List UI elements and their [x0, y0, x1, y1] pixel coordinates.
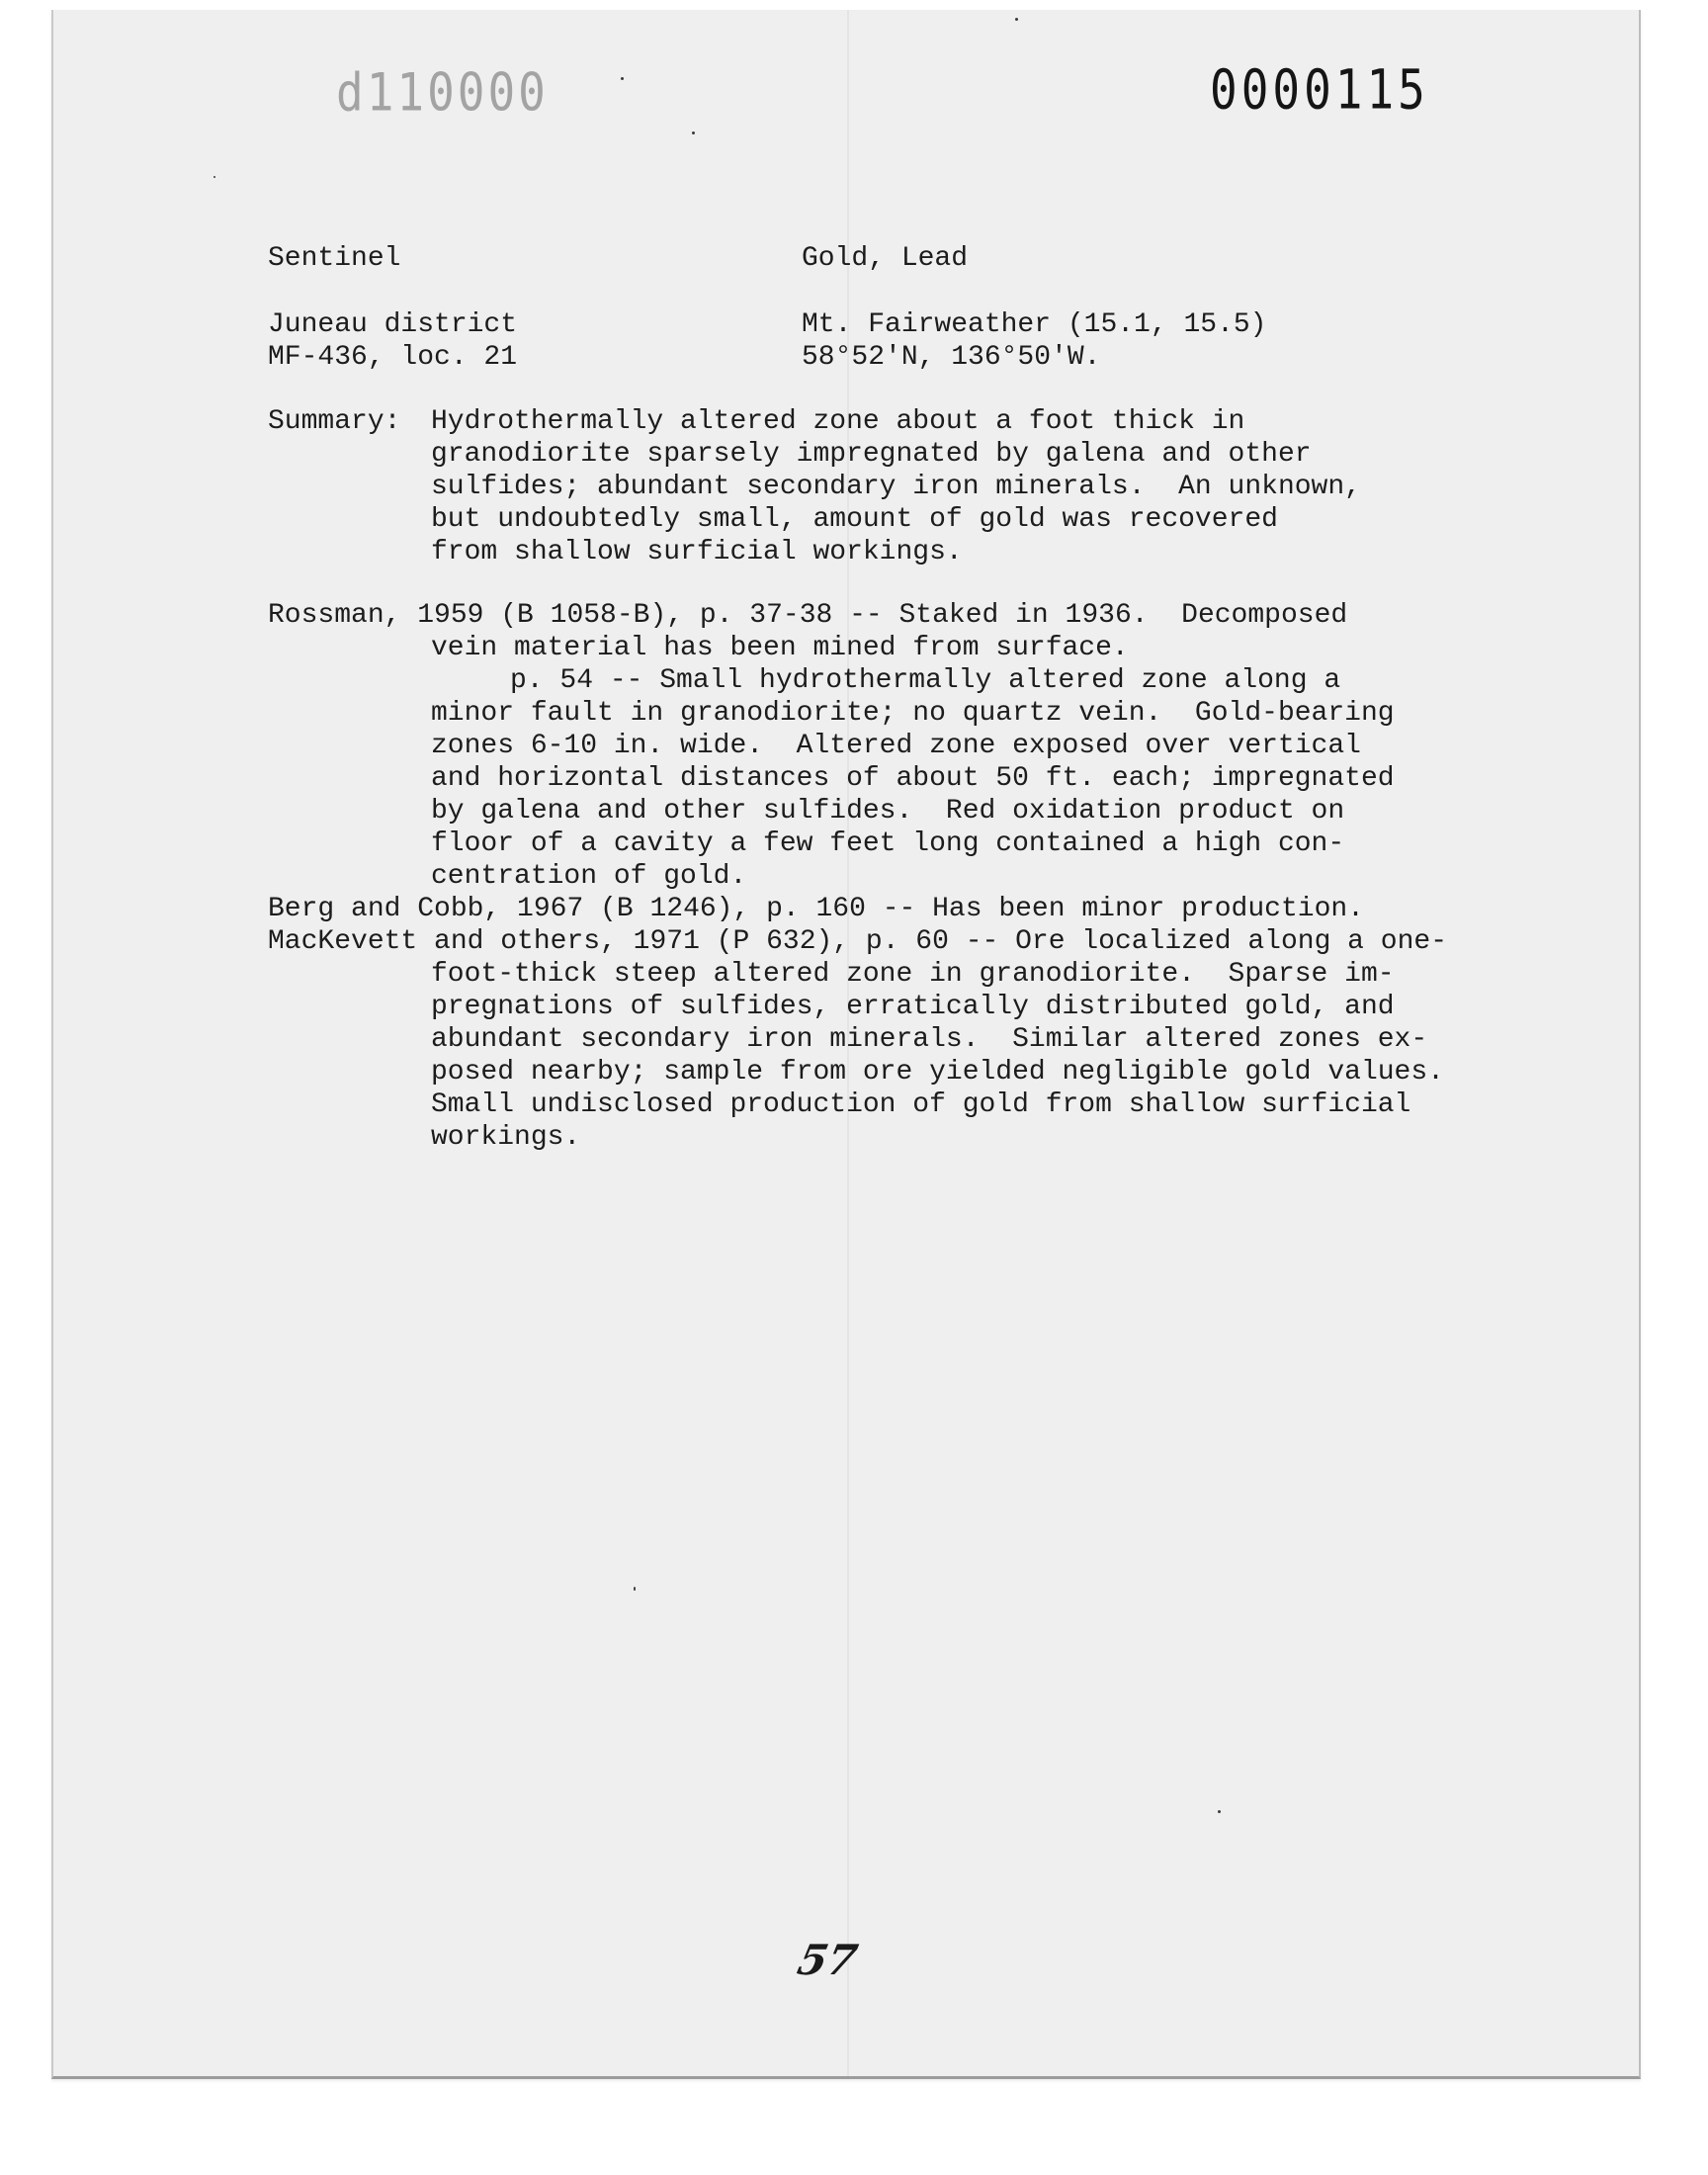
reference-mackevett-line: workings. — [431, 1122, 581, 1153]
reference-rossman-p54-line: floor of a cavity a few feet long contained a high con- — [431, 828, 1345, 859]
map-reference: MF-436, loc. 21 — [268, 342, 518, 373]
summary-line: sulfides; abundant secondary iron minerals. An unknown, — [431, 472, 1361, 502]
reference-mackevett-line: foot-thick steep altered zone in granodiorite. Sparse im- — [431, 959, 1395, 990]
scan-speck — [1218, 1810, 1221, 1813]
scan-speck — [621, 77, 624, 80]
reference-mackevett-line: posed nearby; sample from ore yielded negligible gold values. — [431, 1057, 1444, 1088]
scan-speck — [692, 131, 695, 134]
handwritten-page-number: 57 — [793, 1936, 862, 1984]
reference-rossman-continuation: vein material has been mined from surface. — [431, 633, 1129, 663]
district: Juneau district — [268, 309, 518, 340]
summary-line: Hydrothermally altered zone about a foot thick in — [431, 406, 1245, 437]
scan-speck — [1015, 18, 1018, 21]
reference-mackevett-line: abundant secondary iron minerals. Similar altered zones ex- — [431, 1024, 1428, 1055]
quadrangle: Mt. Fairweather (15.1, 15.5) — [802, 309, 1267, 340]
reference-berg-line: Berg and Cobb, 1967 (B 1246), p. 160 -- Has been minor production. — [268, 894, 1364, 924]
reference-rossman-p54-first-line: p. 54 -- Small hydrothermally altered zone along a — [510, 665, 1341, 696]
reference-rossman-p54-line: by galena and other sulfides. Red oxidation product on — [431, 796, 1345, 826]
reference-rossman-p54-line: and horizontal distances of about 50 ft. each; impregnated — [431, 763, 1395, 794]
summary-line: from shallow surficial workings. — [431, 537, 963, 567]
reference-mackevett-line: Small undisclosed production of gold from shallow surficial — [431, 1089, 1411, 1120]
reference-rossman-p54-line: minor fault in granodiorite; no quartz vein. Gold-bearing — [431, 698, 1395, 729]
summary-line: but undoubtedly small, amount of gold was recovered — [431, 504, 1278, 535]
reference-rossman-p54-line: zones 6-10 in. wide. Altered zone exposed over vertical — [431, 731, 1361, 761]
summary-line: granodiorite sparsely impregnated by galena and other — [431, 439, 1312, 470]
reference-rossman-p54-line: centration of gold. — [431, 861, 747, 892]
coordinates: 58°52'N, 136°50'W. — [802, 342, 1101, 373]
summary-label: Summary: — [268, 406, 401, 437]
scan-speck — [214, 176, 215, 178]
document-stamp-number: 0000115 — [1210, 57, 1429, 122]
reference-mackevett-line: pregnations of sulfides, erratically distributed gold, and — [431, 992, 1395, 1022]
reference-rossman-first-line: Rossman, 1959 (B 1058-B), p. 37-38 -- Staked in 1936. Decomposed — [268, 600, 1348, 631]
reference-mackevett-first-line: MacKevett and others, 1971 (P 632), p. 60 -- Ore localized along a one- — [268, 926, 1447, 957]
site-name: Sentinel — [268, 243, 401, 274]
faded-stamp-number: d110000 — [336, 61, 549, 124]
commodities: Gold, Lead — [802, 243, 969, 274]
scan-speck — [634, 1587, 636, 1591]
